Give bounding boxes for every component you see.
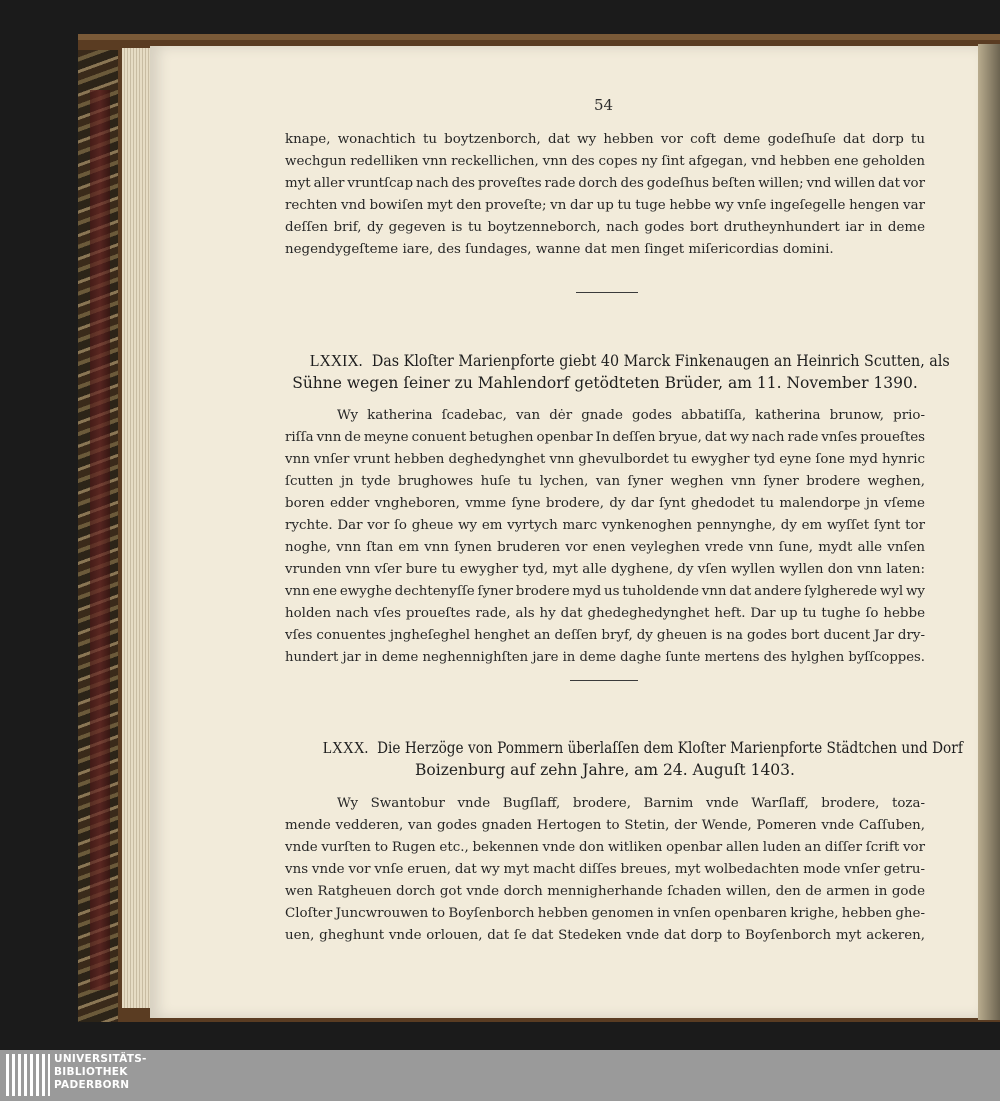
page-number: 54 xyxy=(594,96,614,114)
charter-text-80 xyxy=(285,793,925,947)
text-line: ſcutten jn tyde brughowes huſe tu lychen, van ſyner weghen vnn ſyner brodere weghen, xyxy=(285,474,925,489)
text-line: vns vnde vor vnſe eruen, dat wy myt macht diſſes breues, myt wolbedachten mode vnſer getru- xyxy=(285,862,925,877)
section-heading-79 xyxy=(285,350,950,394)
library-footer xyxy=(0,1050,1000,1101)
text-line: hundert jar in deme neghennighſten jare in deme daghe ſunte mertens des hylghen byſſcoppes. xyxy=(285,650,925,665)
text-line: vnn vnſer vrunt hebben deghedynghet vnn ghevulbordet tu ewygher tyd eyne ſone myd hynric xyxy=(285,452,925,467)
section-title-continued: Sühne wegen ſeiner zu Mahlendorf getödteten Brüder, am 11. November 1390. xyxy=(292,374,918,392)
text-line: rechten vnd bowiſen myt den proveſte; vn dar up tu tuge hebbe wy vnſe ingeſegelle hengen var xyxy=(285,198,925,213)
text-line: mende vedderen, van godes gnaden Hertogen to Stetin, der Wende, Pomeren vnde Caſſuben, xyxy=(285,818,925,833)
text-line: vnde vurſten to Rugen etc., bekennen vnde don witliken openbar allen luden an diſſer ſcrift vor xyxy=(285,840,925,855)
section-number: LXXX. xyxy=(322,738,369,757)
paragraph-continued xyxy=(285,129,925,261)
library-name-line: BIBLIOTHEK xyxy=(54,1066,128,1078)
section-title: Das Kloſter Marienpforte giebt 40 Marck Finkenaugen an Heinrich Scutten, als xyxy=(371,352,950,370)
section-divider xyxy=(576,292,638,293)
section-heading-80 xyxy=(285,737,963,781)
text-line: vnn ene ewyghe dechtenyſſe ſyner brodere myd us tuholdende vnn dat andere ſylgherede wyl wy xyxy=(285,584,925,599)
text-line: knape, wonachtich tu boytzenborch, dat wy hebben vor coft deme godeſhuſe dat dorp tu xyxy=(285,132,925,147)
text-line: Cloſter Juncwrouwen to Boyſenborch hebben genomen in vnſen openbaren krighe, hebben ghe- xyxy=(285,906,925,921)
library-logo-icon xyxy=(6,1054,50,1096)
text-line: noghe, vnn ſtan em vnn ſynen bruderen vor enen veyleghen vrede vnn ſune, mydt alle vnſen xyxy=(285,540,925,555)
text-line: vſes conuentes jngheſeghel henghet an deſſen bryf, dy gheuen is na godes bort ducent Jar dry- xyxy=(285,628,925,643)
text-line: Wy Swantobur vnde Bugſlaff, brodere, Barnim vnde Warſlaff, brodere, toza- xyxy=(337,796,925,811)
text-line: boren edder vngheboren, vmme ſyne brodere, dy dar ſynt ghedodet tu malendorpe jn vſeme xyxy=(285,496,925,511)
text-line: deſſen brif, dy gegeven is tu boytzenneborch, nach godes bort drutheynhundert iar in deme xyxy=(285,220,925,235)
page-gutter-shadow xyxy=(978,44,1000,1020)
charter-text-79 xyxy=(285,405,925,669)
leather-spine xyxy=(90,90,110,990)
text-line: negendygeſteme iare, des ſundages, wanne dat men ſinget miſericordias domini. xyxy=(285,242,834,257)
page-edges xyxy=(122,48,152,1008)
section-divider xyxy=(570,680,638,681)
text-line: rychte. Dar vor ſo gheue wy em vyrtych marc vynkenoghen pennynghe, dy em wyſſet ſynt tor xyxy=(285,518,925,533)
text-line: uen, gheghunt vnde orlouen, dat ſe dat Stedeken vnde dat dorp to Boyſenborch myt ackeren, xyxy=(285,928,925,943)
library-name-line: UNIVERSITÄTS- xyxy=(54,1053,147,1065)
text-line: holden nach vſes proueſtes rade, als hy dat ghedeghedynghet heft. Dar up tu tughe ſo hebbe xyxy=(285,606,925,621)
library-name xyxy=(54,1053,147,1092)
text-line: Wy katherina ſcadebac, van dėr gnade godes abbatiſſa, katherina brunow, prio- xyxy=(337,408,925,423)
section-title: Die Herzöge von Pommern überlaſſen dem Kloſter Marienpforte Städtchen und Dorf xyxy=(377,739,963,757)
text-line: wechgun redelliken vnn reckellichen, vnn des copes ny ſint afgegan, vnd hebben ene geholden xyxy=(285,154,925,169)
text-line: myt aller vruntſcap nach des proveſtes rade dorch des godeſhus beſten willen; vnd willen dat vor xyxy=(285,176,925,191)
text-line: wen Ratgheuen dorch got vnde dorch mennigherhande ſchaden willen, den de armen in gode xyxy=(285,884,925,899)
text-line: riſſa vnn de meyne conuent betughen openbar In deſſen bryue, dat wy nach rade vnſes proueſtes xyxy=(285,430,925,445)
library-name-line: PADERBORN xyxy=(54,1079,130,1091)
text-line: vrunden vnn vſer bure tu ewygher tyd, myt alle dyghene, dy vſen wyllen wyllen don vnn laten: xyxy=(285,562,925,577)
section-title-continued: Boizenburg auf zehn Jahre, am 24. Auguſt 1403. xyxy=(415,761,795,779)
section-number: LXXIX. xyxy=(309,351,363,370)
